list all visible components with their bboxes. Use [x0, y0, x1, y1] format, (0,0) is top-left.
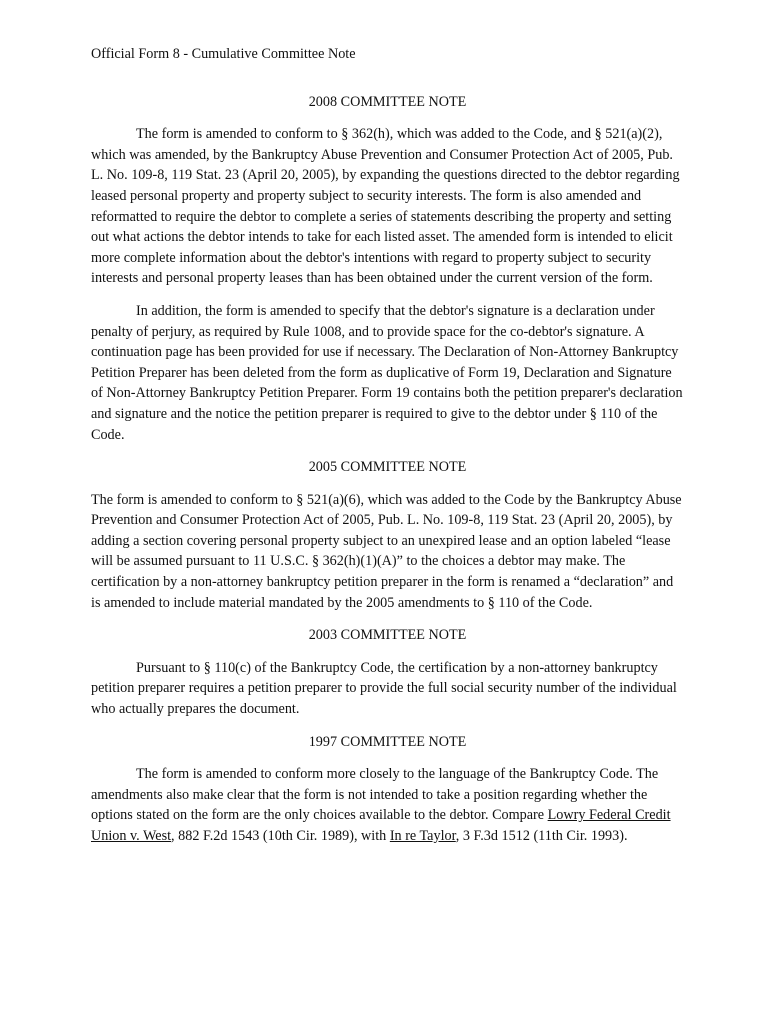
form-title: Official Form 8 - Cumulative Committee Note: [91, 46, 356, 62]
note-paragraph: The form is amended to conform to § 362(h), which was added to the Code, and § 521(a)(2), which was amended, by the Bankruptcy Abuse Prevention and Consumer Protection Act of 2005, Pub. L. No. 109-8, 119 Stat. 23 (April 20, 2005), by expanding the questions directed to the debtor regarding leased personal property and property subject to security interests. The form is also amended and reformatted to require the debtor to complete a series of statements describing the property and setting out what actions the debtor intends to take for each listed asset. The amended form is intended to elicit more complete information about the debtor's intentions with regard to property subject to security interests and personal property leases than has been obtained under the current version of the form.: [91, 126, 680, 287]
note-paragraph: Pursuant to § 110(c) of the Bankruptcy Code, the certification by a non-attorney bankruptcy petition preparer requires a petition preparer to provide the full social security number of the individual who actually prepares the document.: [91, 659, 677, 718]
note-heading: 1997 COMMITTEE NOTE: [308, 733, 467, 750]
note-2008: [91, 92, 684, 446]
paragraph-text: The form is amended to conform more closely to the language of the Bankruptcy Code. The amendments also make clear that the form is not intended to take a position regarding whether the options stated on the form are the only choices available to the debtor. Compare: [91, 766, 659, 824]
case-citation: In re Taylor: [389, 828, 456, 844]
note-2005: [91, 457, 684, 613]
note-heading: 2003 COMMITTEE NOTE: [308, 627, 467, 644]
citation-text: , 3 F.3d 1512 (11th Cir. 1993).: [455, 828, 628, 844]
note-1997: [91, 732, 684, 847]
note-heading: 2008 COMMITTEE NOTE: [308, 93, 467, 110]
case-citation: Lowry Federal Credit Union v. West: [91, 807, 671, 844]
note-paragraph: [91, 764, 684, 846]
note-paragraph: The form is amended to conform to § 521(a)(6), which was added to the Code by the Bankruptcy Abuse Prevention and Consumer Protection Act of 2005, Pub. L. No. 109-8, 119 Stat. 23 (April 20, 2005), by adding a section covering personal property subject to an unexpired lease and an option labeled “lease will be assumed pursuant to 11 U.S.C. § 362(h)(1)(A)” to the choices a debtor may make. The certification by a non-attorney bankruptcy petition preparer in the form is renamed a “declaration” and is amended to include material mandated by the 2005 amendments to § 110 of the Code.: [91, 491, 682, 611]
note-heading: 2005 COMMITTEE NOTE: [308, 459, 467, 476]
note-2003: [91, 625, 684, 719]
note-paragraph: In addition, the form is amended to specify that the debtor's signature is a declaration under penalty of perjury, as required by Rule 1008, and to provide space for the co-debtor's signature. A continuation page has been provided for use if necessary. The Declaration of Non-Attorney Bankruptcy Petition Preparer has been deleted from the form as duplicative of Form 19, Declaration and Signature of Non-Attorney Bankruptcy Petition Preparer. Form 19 contains both the petition preparer's declaration and signature and the notice the petition preparer is required to give to the debtor under § 110 of the Code.: [91, 302, 683, 443]
citation-text: , 882 F.2d 1543 (10th Cir. 1989), with: [171, 828, 390, 844]
